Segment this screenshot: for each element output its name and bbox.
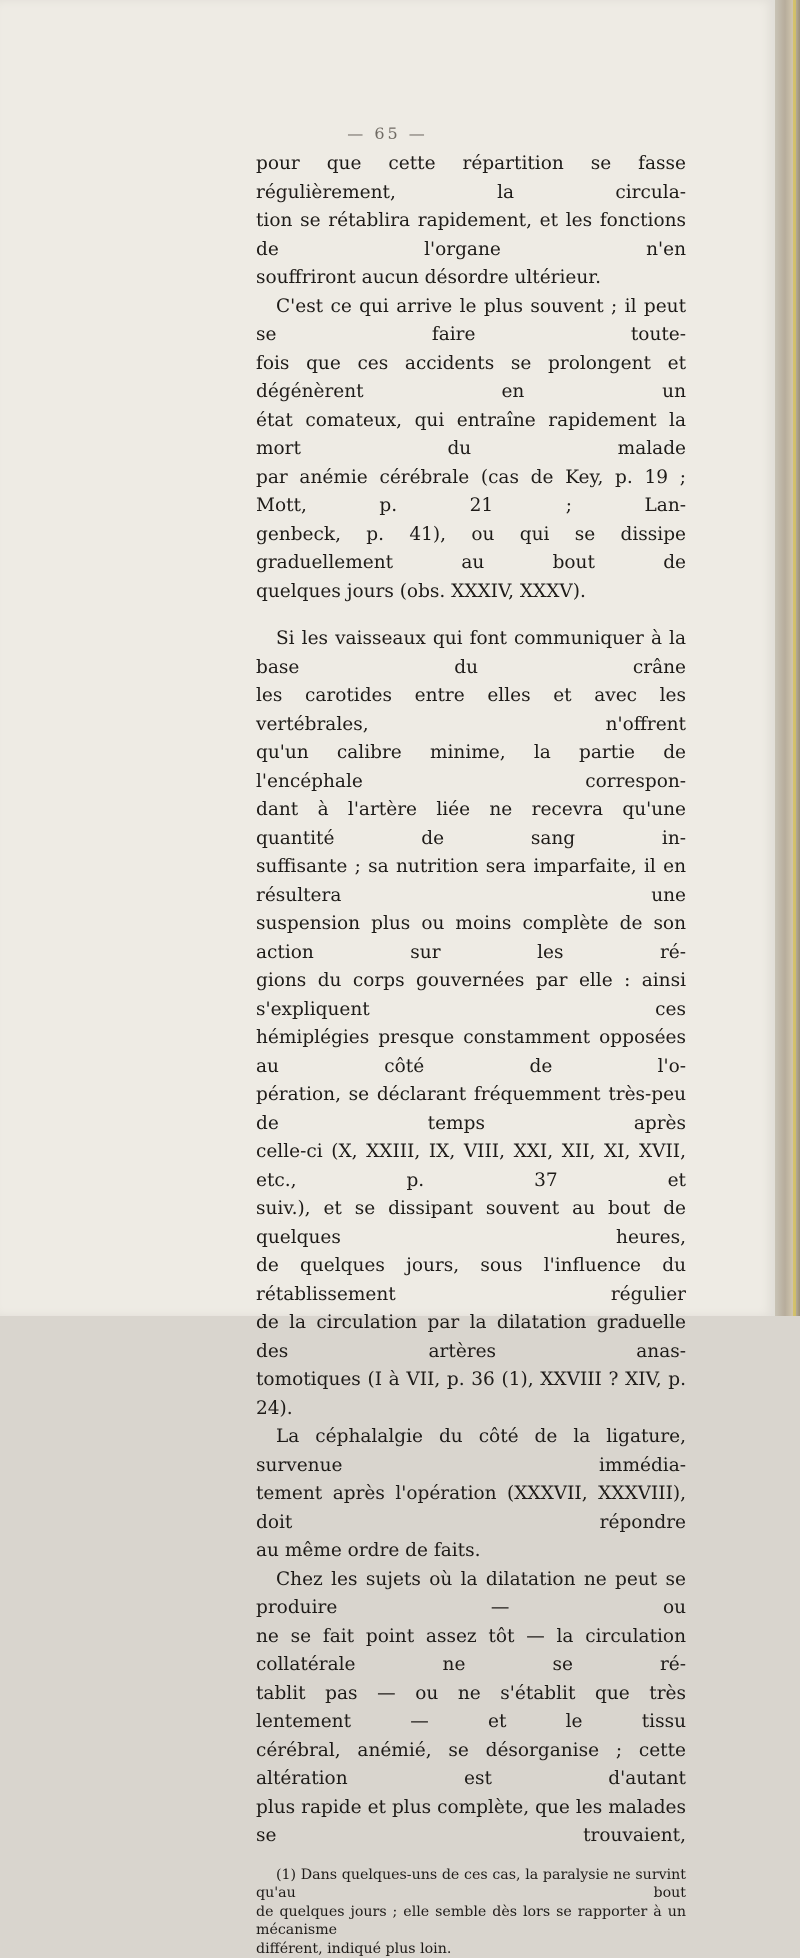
- paragraph-gap: [256, 606, 686, 625]
- paragraph-2: [256, 293, 686, 607]
- footnote-line: de quelques jours ; elle semble dès lors se rapporter à un mécanisme: [256, 1903, 686, 1940]
- paragraph-1: [256, 150, 686, 293]
- text-line: celle-ci (X, XXIII, IX, VIII, XXI, XII, XI, XVII, etc., p. 37 et: [256, 1138, 686, 1195]
- text-line: gions du corps gouvernées par elle : ainsi s'expliquent ces: [256, 967, 686, 1024]
- text-line: suiv.), et se dissipant souvent au bout de quelques heures,: [256, 1195, 686, 1252]
- text-line: qu'un calibre minime, la partie de l'encéphale correspon-: [256, 739, 686, 796]
- paragraph-5: [256, 1566, 686, 1851]
- book-page-edge: [775, 0, 800, 1316]
- text-line: état comateux, qui entraîne rapidement la mort du malade: [256, 407, 686, 464]
- text-line: les carotides entre elles et avec les vertébrales, n'offrent: [256, 682, 686, 739]
- text-line: tement après l'opération (XXXVII, XXXVIII), doit répondre: [256, 1480, 686, 1537]
- text-line: plus rapide et plus complète, que les malades se trouvaient,: [256, 1794, 686, 1851]
- text-line: de la circulation par la dilatation graduelle des artères anas-: [256, 1309, 686, 1366]
- text-line: au même ordre de faits.: [256, 1537, 686, 1566]
- text-line: cérébral, anémié, se désorganise ; cette altération est d'autant: [256, 1737, 686, 1794]
- text-line: tion se rétablira rapidement, et les fonctions de l'organe n'en: [256, 207, 686, 264]
- paragraph-3: [256, 625, 686, 1423]
- text-line: pour que cette répartition se fasse régulièrement, la circula-: [256, 150, 686, 207]
- footnote: [256, 1866, 686, 1958]
- text-line: suspension plus ou moins complète de son action sur les ré-: [256, 910, 686, 967]
- text-line: par anémie cérébrale (cas de Key, p. 19 ; Mott, p. 21 ; Lan-: [256, 464, 686, 521]
- text-line: tomotiques (I à VII, p. 36 (1), XXVIII ? XIV, p. 24).: [256, 1366, 686, 1423]
- text-line: pération, se déclarant fréquemment très-peu de temps après: [256, 1081, 686, 1138]
- text-line: hémiplégies presque constamment opposées au côté de l'o-: [256, 1024, 686, 1081]
- text-line: tablit pas — ou ne s'établit que très lentement — et le tissu: [256, 1680, 686, 1737]
- text-line: de quelques jours, sous l'influence du rétablissement régulier: [256, 1252, 686, 1309]
- text-line: souffriront aucun désordre ultérieur.: [256, 264, 686, 293]
- page-body: [256, 150, 686, 1958]
- text-line: La céphalalgie du côté de la ligature, survenue immédia-: [256, 1423, 686, 1480]
- text-line: fois que ces accidents se prolongent et dégénèrent en un: [256, 350, 686, 407]
- text-line: Chez les sujets où la dilatation ne peut se produire — ou: [256, 1566, 686, 1623]
- text-line: Si les vaisseaux qui font communiquer à la base du crâne: [256, 625, 686, 682]
- text-line: C'est ce qui arrive le plus souvent ; il peut se faire toute-: [256, 293, 686, 350]
- footnote-line: différent, indiqué plus loin.: [256, 1940, 686, 1958]
- text-line: dant à l'artère liée ne recevra qu'une quantité de sang in-: [256, 796, 686, 853]
- text-line: quelques jours (obs. XXXIV, XXXV).: [256, 578, 686, 607]
- page-number: — 65 —: [0, 124, 775, 143]
- text-line: ne se fait point assez tôt — la circulation collatérale ne se ré-: [256, 1623, 686, 1680]
- paragraph-4: [256, 1423, 686, 1566]
- text-line: suffisante ; sa nutrition sera imparfaite, il en résultera une: [256, 853, 686, 910]
- footnote-line: (1) Dans quelques-uns de ces cas, la paralysie ne survint qu'au bout: [256, 1866, 686, 1903]
- text-line: genbeck, p. 41), ou qui se dissipe graduellement au bout de: [256, 521, 686, 578]
